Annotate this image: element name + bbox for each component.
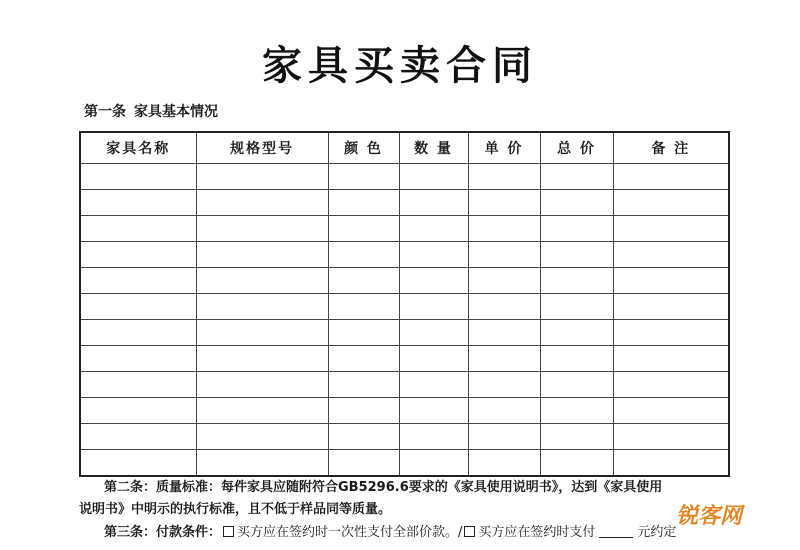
table-cell[interactable] bbox=[196, 450, 328, 477]
table-row bbox=[80, 346, 729, 372]
table-cell[interactable] bbox=[540, 216, 613, 242]
table-row bbox=[80, 398, 729, 424]
section-3-line bbox=[104, 524, 676, 542]
table-cell[interactable] bbox=[613, 320, 729, 346]
section-2-text-1: 每件家具应随附符合GB5296.6要求的《家具使用说明书》，达到《家具使用 bbox=[221, 480, 663, 495]
table-cell[interactable] bbox=[468, 216, 540, 242]
table-cell[interactable] bbox=[399, 450, 468, 477]
table-cell[interactable] bbox=[613, 216, 729, 242]
table-cell[interactable] bbox=[80, 320, 196, 346]
table-cell[interactable] bbox=[540, 164, 613, 190]
payment-tail: 元约定 bbox=[637, 525, 677, 540]
amount-blank bbox=[599, 525, 633, 538]
table-cell[interactable] bbox=[468, 164, 540, 190]
table-cell[interactable] bbox=[328, 372, 399, 398]
table-cell[interactable] bbox=[80, 346, 196, 372]
table-cell[interactable] bbox=[196, 424, 328, 450]
table-cell[interactable] bbox=[80, 424, 196, 450]
table-row bbox=[80, 450, 729, 477]
table-cell[interactable] bbox=[399, 164, 468, 190]
table-cell[interactable] bbox=[468, 294, 540, 320]
table-cell[interactable] bbox=[80, 398, 196, 424]
column-header-unit-price: 单 价 bbox=[468, 132, 540, 164]
table-body bbox=[80, 164, 729, 477]
table-cell[interactable] bbox=[613, 268, 729, 294]
section-1-heading bbox=[84, 103, 218, 121]
table-cell[interactable] bbox=[540, 320, 613, 346]
table-cell[interactable] bbox=[328, 450, 399, 477]
table-cell[interactable] bbox=[80, 190, 196, 216]
table-cell[interactable] bbox=[540, 242, 613, 268]
table-cell[interactable] bbox=[399, 268, 468, 294]
section-1-title: 家具基本情况 bbox=[134, 104, 218, 120]
table-cell[interactable] bbox=[196, 346, 328, 372]
section-2-line-1 bbox=[104, 479, 662, 497]
furniture-table bbox=[79, 131, 730, 477]
table-row bbox=[80, 216, 729, 242]
table-row bbox=[80, 294, 729, 320]
column-header-name: 家具名称 bbox=[80, 132, 196, 164]
table-cell[interactable] bbox=[399, 346, 468, 372]
table-cell[interactable] bbox=[399, 320, 468, 346]
table-cell[interactable] bbox=[613, 450, 729, 477]
table-cell[interactable] bbox=[613, 424, 729, 450]
table-cell[interactable] bbox=[540, 190, 613, 216]
section-3-label: 第三条：付款条件： bbox=[104, 525, 222, 540]
table-row bbox=[80, 372, 729, 398]
table-cell[interactable] bbox=[540, 450, 613, 477]
table-cell[interactable] bbox=[399, 216, 468, 242]
table-cell[interactable] bbox=[328, 294, 399, 320]
table-row bbox=[80, 424, 729, 450]
column-header-color: 颜 色 bbox=[328, 132, 399, 164]
table-cell[interactable] bbox=[540, 424, 613, 450]
table-cell[interactable] bbox=[613, 346, 729, 372]
table-header-row bbox=[80, 132, 729, 164]
table-row bbox=[80, 190, 729, 216]
table-cell[interactable] bbox=[540, 346, 613, 372]
section-1-number: 第一条 bbox=[84, 104, 126, 120]
table-cell[interactable] bbox=[399, 190, 468, 216]
table-cell[interactable] bbox=[328, 398, 399, 424]
table-row bbox=[80, 242, 729, 268]
table-cell[interactable] bbox=[80, 216, 196, 242]
section-2-label: 第二条：质量标准： bbox=[104, 480, 222, 495]
table-cell[interactable] bbox=[80, 450, 196, 477]
table-cell[interactable] bbox=[468, 398, 540, 424]
table-cell[interactable] bbox=[196, 372, 328, 398]
table-cell[interactable] bbox=[399, 372, 468, 398]
table-cell[interactable] bbox=[399, 398, 468, 424]
table-cell[interactable] bbox=[80, 268, 196, 294]
table-cell[interactable] bbox=[613, 190, 729, 216]
table-cell[interactable] bbox=[468, 450, 540, 477]
table-cell[interactable] bbox=[80, 372, 196, 398]
table-cell[interactable] bbox=[80, 294, 196, 320]
table-cell[interactable] bbox=[468, 190, 540, 216]
table-cell[interactable] bbox=[196, 320, 328, 346]
table-cell[interactable] bbox=[196, 190, 328, 216]
table-cell[interactable] bbox=[540, 294, 613, 320]
table-cell[interactable] bbox=[328, 216, 399, 242]
table-cell[interactable] bbox=[328, 242, 399, 268]
table-cell[interactable] bbox=[196, 268, 328, 294]
table-cell[interactable] bbox=[328, 346, 399, 372]
table-cell[interactable] bbox=[468, 346, 540, 372]
site-watermark: 锐客网 bbox=[676, 504, 743, 529]
table-cell[interactable] bbox=[468, 424, 540, 450]
table-cell[interactable] bbox=[613, 242, 729, 268]
section-2-line-2: 说明书》中明示的执行标准，且不低于样品同等质量。 bbox=[79, 502, 392, 517]
table-cell[interactable] bbox=[468, 372, 540, 398]
table-row bbox=[80, 320, 729, 346]
table-cell[interactable] bbox=[196, 242, 328, 268]
payment-option-full: 买方应在签约时一次性支付全部价款。/ bbox=[237, 525, 463, 540]
table-cell[interactable] bbox=[196, 216, 328, 242]
column-header-total-price: 总 价 bbox=[540, 132, 613, 164]
table-cell[interactable] bbox=[399, 294, 468, 320]
checkbox-icon[interactable] bbox=[223, 526, 234, 537]
table-row bbox=[80, 268, 729, 294]
table-cell[interactable] bbox=[196, 398, 328, 424]
table-cell[interactable] bbox=[540, 372, 613, 398]
table-cell[interactable] bbox=[80, 164, 196, 190]
table-cell[interactable] bbox=[399, 424, 468, 450]
table-cell[interactable] bbox=[328, 190, 399, 216]
table-cell[interactable] bbox=[540, 398, 613, 424]
table-cell[interactable] bbox=[80, 242, 196, 268]
column-header-remarks: 备 注 bbox=[613, 132, 729, 164]
table-cell[interactable] bbox=[468, 320, 540, 346]
table-cell[interactable] bbox=[328, 164, 399, 190]
table-cell[interactable] bbox=[613, 294, 729, 320]
table-cell[interactable] bbox=[613, 164, 729, 190]
table-cell[interactable] bbox=[196, 164, 328, 190]
table-cell[interactable] bbox=[613, 372, 729, 398]
table-cell[interactable] bbox=[328, 424, 399, 450]
column-header-quantity: 数 量 bbox=[399, 132, 468, 164]
checkbox-icon[interactable] bbox=[464, 526, 475, 537]
column-header-model: 规格型号 bbox=[196, 132, 328, 164]
table-cell[interactable] bbox=[328, 268, 399, 294]
table-cell[interactable] bbox=[613, 398, 729, 424]
payment-option-partial: 买方应在签约时支付 bbox=[478, 525, 596, 540]
table-cell[interactable] bbox=[468, 268, 540, 294]
table-cell[interactable] bbox=[328, 320, 399, 346]
table-cell[interactable] bbox=[540, 268, 613, 294]
table-cell[interactable] bbox=[468, 242, 540, 268]
table-cell[interactable] bbox=[399, 242, 468, 268]
table-row bbox=[80, 164, 729, 190]
table-cell[interactable] bbox=[196, 294, 328, 320]
document-title: 家具买卖合同 bbox=[262, 42, 538, 89]
